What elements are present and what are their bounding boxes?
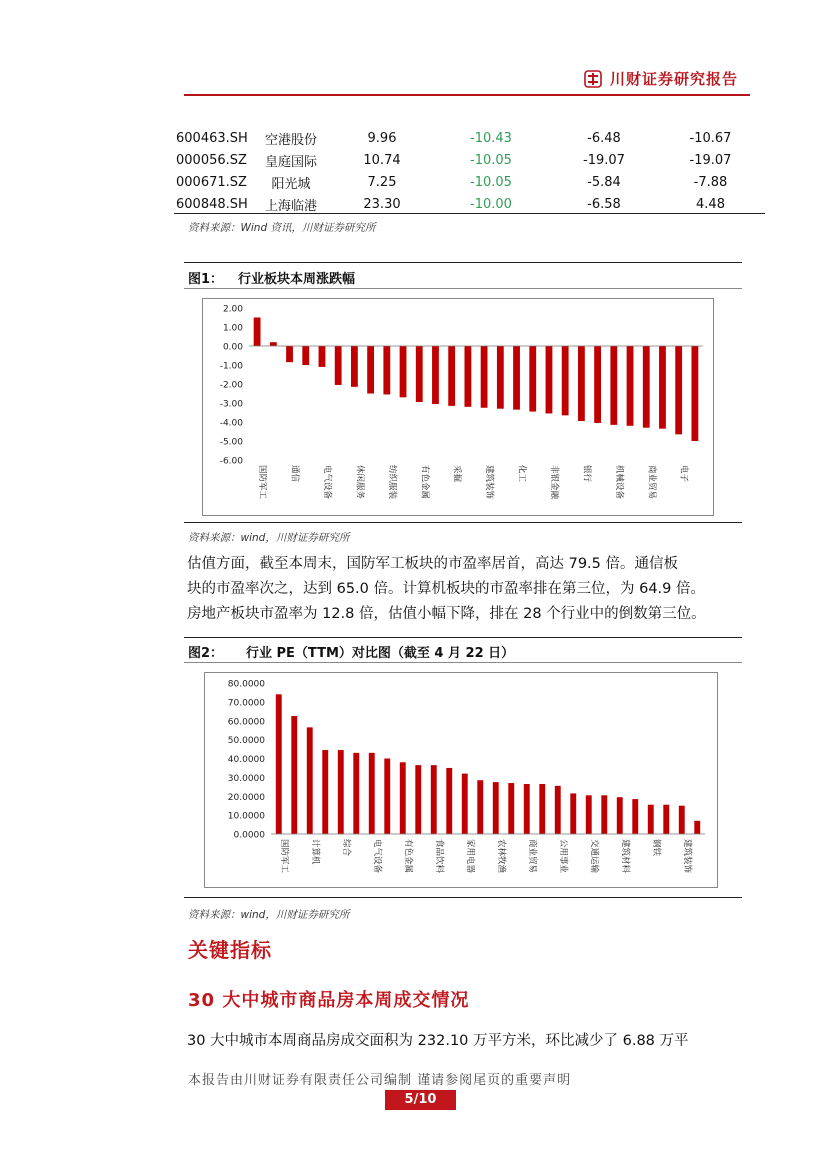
- monthly-change: -6.58: [587, 196, 621, 212]
- category-label: 电气设备: [321, 465, 332, 500]
- bar: [415, 765, 421, 834]
- bar: [675, 346, 682, 434]
- fig2-source-note: 资料来源：wind，川财证券研究所: [188, 909, 350, 921]
- stock-code: 600848.SH: [176, 196, 248, 212]
- weekly-change: -10.05: [470, 152, 512, 168]
- y-tick-label: -6.00: [219, 456, 243, 467]
- bar: [307, 727, 313, 834]
- monthly-change: -6.48: [587, 130, 621, 146]
- bar: [570, 793, 576, 834]
- fig1-bar-chart: [203, 299, 713, 515]
- bar: [539, 784, 545, 834]
- stock-price: 7.25: [367, 174, 397, 190]
- bar: [497, 346, 504, 409]
- table-bottom-rule: [174, 213, 765, 214]
- category-label: 钢铁: [650, 839, 661, 857]
- stock-name: 空港股份: [264, 132, 317, 148]
- ytd-change: -19.07: [689, 152, 732, 168]
- stock-code: 600463.SH: [176, 130, 248, 146]
- fig1-chart-frame: [202, 298, 714, 516]
- bar: [643, 346, 650, 428]
- bar: [691, 346, 698, 441]
- category-label: 综合: [340, 839, 351, 857]
- fig2-chart-frame: [204, 672, 718, 888]
- fig2-bottom-rule: [184, 897, 742, 898]
- fig2-bar-chart: [205, 673, 717, 887]
- category-label: 银行: [581, 465, 592, 483]
- y-tick-label: 1.00: [222, 323, 243, 334]
- bar: [659, 346, 666, 429]
- category-label: 建筑材料: [619, 839, 630, 874]
- bar: [302, 346, 309, 365]
- stock-code: 000671.SZ: [176, 174, 247, 190]
- bar: [601, 795, 607, 834]
- category-label: 机械设备: [613, 465, 624, 500]
- y-tick-label: 0.00: [222, 342, 243, 353]
- table-row: [174, 193, 765, 215]
- stock-price: 23.30: [363, 196, 401, 212]
- bar: [384, 759, 390, 835]
- stock-name: 上海临港: [264, 198, 317, 214]
- y-tick-label: -1.00: [219, 361, 243, 372]
- category-label: 建筑装饰: [681, 839, 692, 874]
- stock-price: 9.96: [367, 130, 397, 146]
- bar: [508, 783, 514, 834]
- category-label: 家用电器: [464, 839, 475, 874]
- bar: [493, 782, 499, 834]
- bar: [594, 346, 601, 423]
- y-tick-label: 0.0000: [233, 830, 265, 841]
- category-label: 公用事业: [557, 839, 568, 874]
- fig1-title-rule: [184, 288, 742, 289]
- y-tick-label: 2.00: [222, 304, 243, 315]
- category-label: 商业贸易: [646, 465, 657, 500]
- bar: [586, 795, 592, 834]
- section-subheading: 30 大中城市商品房本周成交情况: [188, 990, 470, 1011]
- category-label: 电气设备: [371, 839, 382, 874]
- company-logo-icon: [584, 70, 602, 88]
- category-label: 化工: [516, 465, 527, 483]
- bar: [529, 346, 536, 412]
- y-tick-label: 20.0000: [227, 792, 265, 803]
- ytd-change: 4.48: [696, 196, 725, 212]
- weekly-change: -10.43: [470, 130, 512, 146]
- fig1-label: 图1：: [188, 272, 224, 287]
- fig2-title-rule: [184, 662, 742, 663]
- bar: [322, 750, 328, 834]
- y-tick-label: 40.0000: [227, 755, 265, 765]
- table-row: [174, 149, 765, 171]
- category-label: 交通运输: [588, 839, 599, 874]
- page-number: 5/10: [385, 1090, 456, 1110]
- bar: [400, 762, 406, 834]
- bar: [562, 346, 569, 415]
- bar: [679, 806, 685, 834]
- bar: [524, 784, 530, 834]
- y-tick-label: 60.0000: [227, 717, 265, 728]
- category-label: 计算机: [309, 839, 320, 865]
- bar: [367, 346, 374, 394]
- category-label: 非银金融: [548, 465, 559, 500]
- category-label: 国防军工: [278, 839, 289, 874]
- bar: [462, 774, 468, 834]
- y-tick-label: -4.00: [219, 418, 243, 429]
- bar: [617, 797, 623, 834]
- table-row: [174, 171, 765, 193]
- bar: [416, 346, 423, 402]
- y-tick-label: -5.00: [219, 437, 243, 448]
- y-tick-label: -3.00: [219, 399, 243, 410]
- stock-price: 10.74: [363, 152, 401, 168]
- category-label: 纺织服装: [386, 465, 397, 500]
- y-tick-label: 30.0000: [227, 773, 265, 784]
- weekly-change: -10.00: [470, 196, 512, 212]
- bar: [254, 318, 261, 347]
- category-label: 采掘: [451, 465, 462, 483]
- monthly-change: -5.84: [587, 174, 621, 190]
- bar: [383, 346, 390, 394]
- bar: [276, 694, 282, 834]
- bar: [555, 786, 561, 834]
- bar: [627, 346, 634, 426]
- fig1-top-rule: [184, 262, 742, 263]
- bar: [338, 750, 344, 834]
- bar: [477, 780, 483, 834]
- bar: [369, 753, 375, 834]
- bar: [546, 346, 553, 413]
- stock-table: [174, 127, 765, 215]
- category-label: 通信: [289, 465, 300, 483]
- y-tick-label: 50.0000: [227, 736, 265, 747]
- stock-code: 000056.SZ: [176, 152, 247, 168]
- bar: [610, 346, 617, 425]
- bar: [431, 765, 437, 834]
- category-label: 电子: [678, 465, 689, 483]
- category-label: 建筑装饰: [484, 465, 495, 500]
- fig1-source-note: 资料来源：wind，川财证券研究所: [188, 532, 350, 544]
- bar: [578, 346, 585, 421]
- stock-name: 阳光城: [271, 176, 311, 192]
- bar: [513, 346, 520, 410]
- bar: [353, 753, 359, 834]
- bar: [291, 716, 297, 834]
- paragraph-line: 块的市盈率次之，达到 65.0 倍。计算机板块的市盈率排在第三位，为 64.9 倍。: [187, 581, 706, 597]
- y-tick-label: 80.0000: [227, 679, 265, 690]
- weekly-change: -10.05: [470, 174, 512, 190]
- bar: [481, 346, 488, 408]
- fig2-title: 行业 PE（TTM）对比图（截至 4 月 22 日）: [246, 646, 515, 661]
- category-label: 有色金属: [402, 839, 413, 874]
- section-body-text: 30 大中城市本周商品房成交面积为 232.10 万平方米，环比减少了 6.88 万平: [187, 1033, 689, 1049]
- category-label: 食品饮料: [433, 839, 444, 874]
- stock-name: 皇庭国际: [264, 154, 317, 170]
- ytd-change: -10.67: [689, 130, 732, 146]
- bar: [448, 346, 455, 406]
- category-label: 国防军工: [257, 465, 268, 500]
- bar: [446, 768, 452, 834]
- category-label: 农林牧渔: [495, 839, 506, 874]
- footer-disclaimer: 本报告由川财证券有限责任公司编制 谨请参阅尾页的重要声明: [188, 1073, 572, 1088]
- fig1-bottom-rule: [184, 522, 742, 523]
- bar: [464, 346, 471, 407]
- category-label: 商业贸易: [526, 839, 537, 874]
- ytd-change: -7.88: [693, 174, 728, 190]
- fig2-label: 图2：: [188, 646, 224, 661]
- y-tick-label: 10.0000: [227, 811, 265, 822]
- bar: [663, 805, 669, 834]
- bar: [351, 346, 358, 387]
- paragraph-line: 估值方面，截至本周末，国防军工板块的市盈率居首，高达 79.5 倍。通信板: [187, 556, 679, 572]
- bar: [335, 346, 342, 385]
- fig1-title: 行业板块本周涨跌幅: [238, 272, 356, 287]
- category-label: 有色金属: [419, 465, 430, 500]
- bar: [286, 346, 293, 362]
- paragraph-line: 房地产板块市盈率为 12.8 倍，估值小幅下降，排在 28 个行业中的倒数第三位。: [187, 606, 706, 622]
- bar: [270, 342, 277, 346]
- valuation-paragraph: [187, 552, 757, 627]
- bar: [319, 346, 326, 367]
- y-tick-label: -2.00: [219, 380, 243, 391]
- bar: [432, 346, 439, 404]
- monthly-change: -19.07: [583, 152, 625, 168]
- section-heading: 关键指标: [188, 938, 272, 962]
- header-divider: [184, 94, 750, 96]
- bar: [648, 805, 654, 834]
- report-header-title: 川财证券研究报告: [610, 70, 739, 88]
- table-source-note: 资料来源：Wind 资讯，川财证券研究所: [188, 222, 376, 234]
- bar: [694, 821, 700, 834]
- table-row: [174, 127, 765, 149]
- category-label: 休闲服务: [354, 465, 365, 500]
- bar: [632, 799, 638, 834]
- fig2-top-rule: [184, 637, 742, 638]
- y-tick-label: 70.0000: [227, 698, 265, 709]
- bar: [400, 346, 407, 397]
